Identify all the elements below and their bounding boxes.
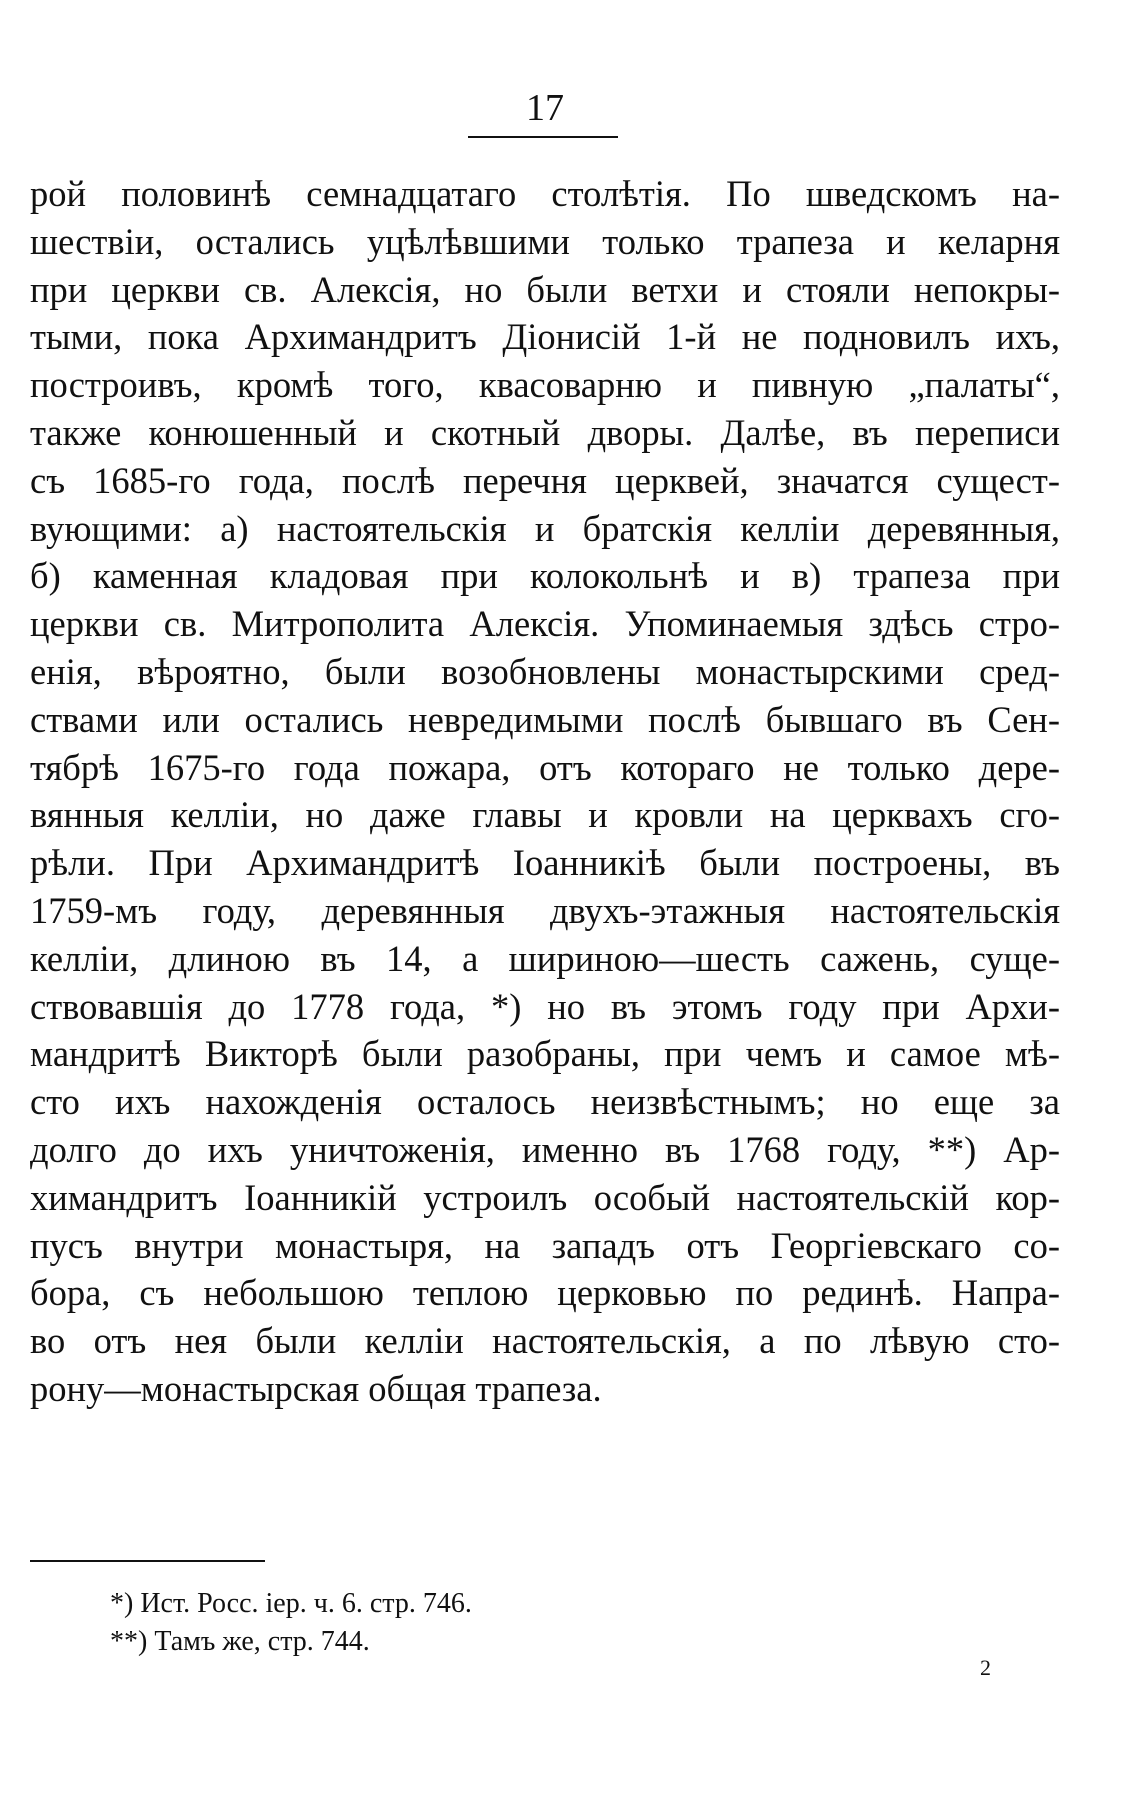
footnote: *) Ист. Росс. іер. ч. 6. стр. 746.: [110, 1588, 472, 1619]
text-line: ствовавшія до 1778 года, *) но въ этомъ году при Архи-: [30, 985, 1060, 1027]
text-line: рѣли. При Архимандритѣ Іоанникіѣ были построены, въ: [30, 842, 1060, 884]
footnote: **) Тамъ же, стр. 744.: [110, 1626, 370, 1657]
text-line: долго до ихъ уничтоженія, именно въ 1768 году, **) Ар-: [30, 1128, 1060, 1170]
text-line: построивъ, кромѣ того, квасоварню и пивную „палаты“,: [30, 364, 1060, 406]
text-line: церкви св. Митрополита Алексія. Упоминаемыя здѣсь стро-: [30, 603, 1060, 645]
text-line: съ 1685-го года, послѣ перечня церквей, значатся сущест-: [30, 459, 1060, 501]
text-line: рой половинѣ семнадцатаго столѣтія. По шведскомъ на-: [30, 173, 1060, 214]
text-line: енія, вѣроятно, были возобновлены монастырскими сред-: [30, 650, 1060, 692]
text-line: тыми, пока Архимандритъ Діонисій 1-й не подновилъ ихъ,: [30, 316, 1060, 358]
footnote-rule: [30, 1560, 265, 1562]
text-line: 1759-мъ году, деревянныя двухъ-этажныя настоятельскія: [30, 889, 1060, 931]
text-line: вянныя келліи, но даже главы и кровли на церквахъ сго-: [30, 794, 1060, 836]
footnotes: [110, 1585, 810, 1661]
text-line: б) каменная кладовая при колокольнѣ и в) трапеза при: [30, 555, 1060, 597]
text-line: во отъ нея были келліи настоятельскія, а по лѣвую сто-: [30, 1320, 1060, 1362]
text-line: мандритѣ Викторѣ были разобраны, при чемъ и самое мѣ-: [30, 1033, 1060, 1075]
text-line: сто ихъ нахожденія осталось неизвѣстнымъ; но еще за: [30, 1081, 1060, 1123]
text-line: пусъ внутри монастыря, на западъ отъ Георгіевскаго со-: [30, 1224, 1060, 1266]
text-line: рону—монастырская общая трапеза.: [30, 1367, 602, 1409]
text-line: шествіи, остались уцѣлѣвшими только трапеза и келарня: [30, 220, 1060, 262]
header-rule: [468, 136, 618, 138]
text-line: бора, съ небольшою теплою церковью по рединѣ. Напра-: [30, 1272, 1060, 1314]
text-line: химандритъ Іоанникій устроилъ особый настоятельскій кор-: [30, 1176, 1060, 1218]
text-line: также конюшенный и скотный дворы. Далѣе, въ переписи: [30, 411, 1060, 453]
page-number: 17: [526, 87, 564, 129]
body-text: [30, 170, 1060, 1413]
text-line: тябрѣ 1675-го года пожара, отъ котораго не только дере-: [30, 746, 1060, 788]
text-line: вующими: а) настоятельскія и братскія келліи деревянныя,: [30, 507, 1060, 549]
signature-mark: 2: [980, 1655, 991, 1680]
text-line: при церкви св. Алексія, но были ветхи и стояли непокры-: [30, 268, 1060, 310]
text-line: келліи, длиною въ 14, а шириною—шесть сажень, суще-: [30, 937, 1060, 979]
text-line: ствами или остались невредимыми послѣ бывшаго въ Сен-: [30, 698, 1060, 740]
